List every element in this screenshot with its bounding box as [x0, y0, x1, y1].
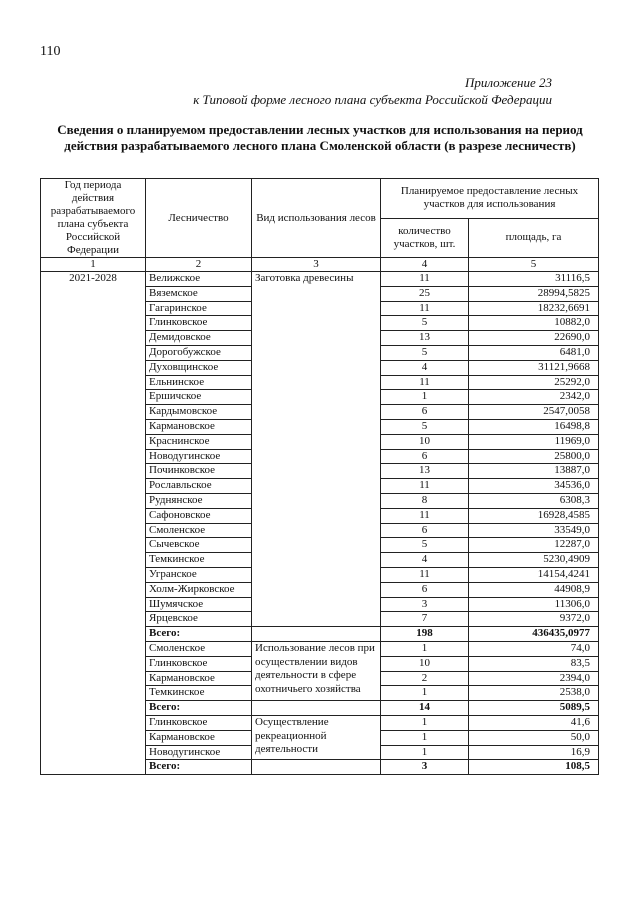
col-number: 5: [469, 258, 599, 272]
area-cell: 14154,4241: [469, 567, 599, 582]
count-cell: 5: [381, 316, 469, 331]
forestry-cell: Новодугинское: [146, 449, 252, 464]
forestry-cell: Сычевское: [146, 538, 252, 553]
page-number: 110: [40, 44, 61, 59]
forestry-cell: Ельнинское: [146, 375, 252, 390]
forestry-cell: Глинковское: [146, 316, 252, 331]
use-type-cell: Использование лесов при осуществлении видов деятельности в сфере охотничьего хозяйства: [252, 641, 381, 700]
area-cell: 25292,0: [469, 375, 599, 390]
area-cell: 6481,0: [469, 345, 599, 360]
area-cell: 74,0: [469, 641, 599, 656]
appendix-line-1: Приложение 23: [464, 75, 552, 90]
forestry-cell: Руднянское: [146, 493, 252, 508]
count-cell: 5: [381, 538, 469, 553]
count-cell: 1: [381, 641, 469, 656]
document-title: Сведения о планируемом предоставлении лесных участков для использования на период действия разрабатываемого лесного плана Смоленской области (в разрезе лесничеств): [57, 122, 583, 153]
area-cell: 10882,0: [469, 316, 599, 331]
area-cell: 34536,0: [469, 479, 599, 494]
count-cell: 5: [381, 345, 469, 360]
count-cell: 8: [381, 493, 469, 508]
forestry-cell: Дорогобужское: [146, 345, 252, 360]
area-cell: 11306,0: [469, 597, 599, 612]
col-number: 2: [146, 258, 252, 272]
forestry-cell: Кармановское: [146, 730, 252, 745]
forestry-cell: Ярцевское: [146, 612, 252, 627]
area-cell: 31121,9668: [469, 360, 599, 375]
forestry-cell: Гагаринское: [146, 301, 252, 316]
appendix-note: [193, 74, 552, 108]
count-cell: 4: [381, 360, 469, 375]
forestry-cell: Смоленское: [146, 641, 252, 656]
forestry-cell: Кармановское: [146, 671, 252, 686]
count-cell: 25: [381, 286, 469, 301]
header-count: количество участков, шт.: [381, 218, 469, 258]
area-cell: 5230,4909: [469, 553, 599, 568]
count-cell: 3: [381, 597, 469, 612]
header-area: площадь, га: [469, 218, 599, 258]
forestry-cell: Рославльское: [146, 479, 252, 494]
count-cell: 6: [381, 582, 469, 597]
count-cell: 4: [381, 553, 469, 568]
col-number: 4: [381, 258, 469, 272]
appendix-line-2: к Типовой форме лесного плана субъекта Российской Федерации: [193, 92, 552, 107]
area-cell: 33549,0: [469, 523, 599, 538]
area-cell: 12287,0: [469, 538, 599, 553]
forestry-cell: Духовщинское: [146, 360, 252, 375]
total-area: 108,5: [469, 760, 599, 775]
forestry-cell: Глинковское: [146, 656, 252, 671]
area-cell: 44908,9: [469, 582, 599, 597]
total-empty-cell: [252, 760, 381, 775]
header-use-type: Вид использования лесов: [252, 179, 381, 258]
area-cell: 6308,3: [469, 493, 599, 508]
use-type-cell: Осуществление рекреационной деятельности: [252, 715, 381, 759]
area-cell: 28994,5825: [469, 286, 599, 301]
forestry-cell: Вяземское: [146, 286, 252, 301]
total-label: Всего:: [146, 701, 252, 716]
forestry-cell: Краснинское: [146, 434, 252, 449]
total-label: Всего:: [146, 760, 252, 775]
count-cell: 13: [381, 331, 469, 346]
col-number: 1: [41, 258, 146, 272]
forestry-cell: Холм-Жирковское: [146, 582, 252, 597]
area-cell: 2538,0: [469, 686, 599, 701]
forestry-cell: Сафоновское: [146, 508, 252, 523]
header-year: Год периода действия разрабатываемого плана субъекта Российской Федерации: [41, 179, 146, 258]
total-count: 198: [381, 627, 469, 642]
count-cell: 11: [381, 479, 469, 494]
period-cell: 2021-2028: [41, 272, 146, 775]
table-row: [41, 272, 599, 287]
area-cell: 16928,4585: [469, 508, 599, 523]
count-cell: 1: [381, 745, 469, 760]
count-cell: 6: [381, 523, 469, 538]
forestry-cell: Темкинское: [146, 553, 252, 568]
forestry-cell: Шумячское: [146, 597, 252, 612]
total-label: Всего:: [146, 627, 252, 642]
forestry-cell: Угранское: [146, 567, 252, 582]
count-cell: 7: [381, 612, 469, 627]
area-cell: 41,6: [469, 715, 599, 730]
count-cell: 11: [381, 272, 469, 287]
total-count: 14: [381, 701, 469, 716]
area-cell: 22690,0: [469, 331, 599, 346]
area-cell: 16,9: [469, 745, 599, 760]
forest-plots-table: [40, 178, 599, 775]
forestry-cell: Кардымовское: [146, 405, 252, 420]
total-empty-cell: [252, 627, 381, 642]
total-count: 3: [381, 760, 469, 775]
header-forestry: Лесничество: [146, 179, 252, 258]
area-cell: 2342,0: [469, 390, 599, 405]
area-cell: 9372,0: [469, 612, 599, 627]
count-cell: 1: [381, 686, 469, 701]
count-cell: 10: [381, 656, 469, 671]
forestry-cell: Ершичское: [146, 390, 252, 405]
forestry-cell: Велижское: [146, 272, 252, 287]
count-cell: 6: [381, 449, 469, 464]
count-cell: 11: [381, 375, 469, 390]
area-cell: 18232,6691: [469, 301, 599, 316]
count-cell: 1: [381, 730, 469, 745]
forestry-cell: Починковское: [146, 464, 252, 479]
area-cell: 13887,0: [469, 464, 599, 479]
header-planned: Планируемое предоставление лесных участков для использования: [381, 179, 599, 219]
count-cell: 13: [381, 464, 469, 479]
area-cell: 11969,0: [469, 434, 599, 449]
count-cell: 1: [381, 390, 469, 405]
total-empty-cell: [252, 701, 381, 716]
count-cell: 6: [381, 405, 469, 420]
count-cell: 11: [381, 301, 469, 316]
count-cell: 5: [381, 419, 469, 434]
count-cell: 11: [381, 567, 469, 582]
area-cell: 2547,0058: [469, 405, 599, 420]
forestry-cell: Новодугинское: [146, 745, 252, 760]
area-cell: 16498,8: [469, 419, 599, 434]
area-cell: 31116,5: [469, 272, 599, 287]
area-cell: 50,0: [469, 730, 599, 745]
count-cell: 11: [381, 508, 469, 523]
forestry-cell: Темкинское: [146, 686, 252, 701]
use-type-cell: Заготовка древесины: [252, 272, 381, 627]
forestry-cell: Смоленское: [146, 523, 252, 538]
forestry-cell: Глинковское: [146, 715, 252, 730]
total-area: 436435,0977: [469, 627, 599, 642]
count-cell: 1: [381, 715, 469, 730]
count-cell: 10: [381, 434, 469, 449]
forestry-cell: Демидовское: [146, 331, 252, 346]
forestry-cell: Кармановское: [146, 419, 252, 434]
area-cell: 83,5: [469, 656, 599, 671]
area-cell: 2394,0: [469, 671, 599, 686]
total-area: 5089,5: [469, 701, 599, 716]
table-body: [41, 272, 599, 775]
area-cell: 25800,0: [469, 449, 599, 464]
count-cell: 2: [381, 671, 469, 686]
col-number: 3: [252, 258, 381, 272]
